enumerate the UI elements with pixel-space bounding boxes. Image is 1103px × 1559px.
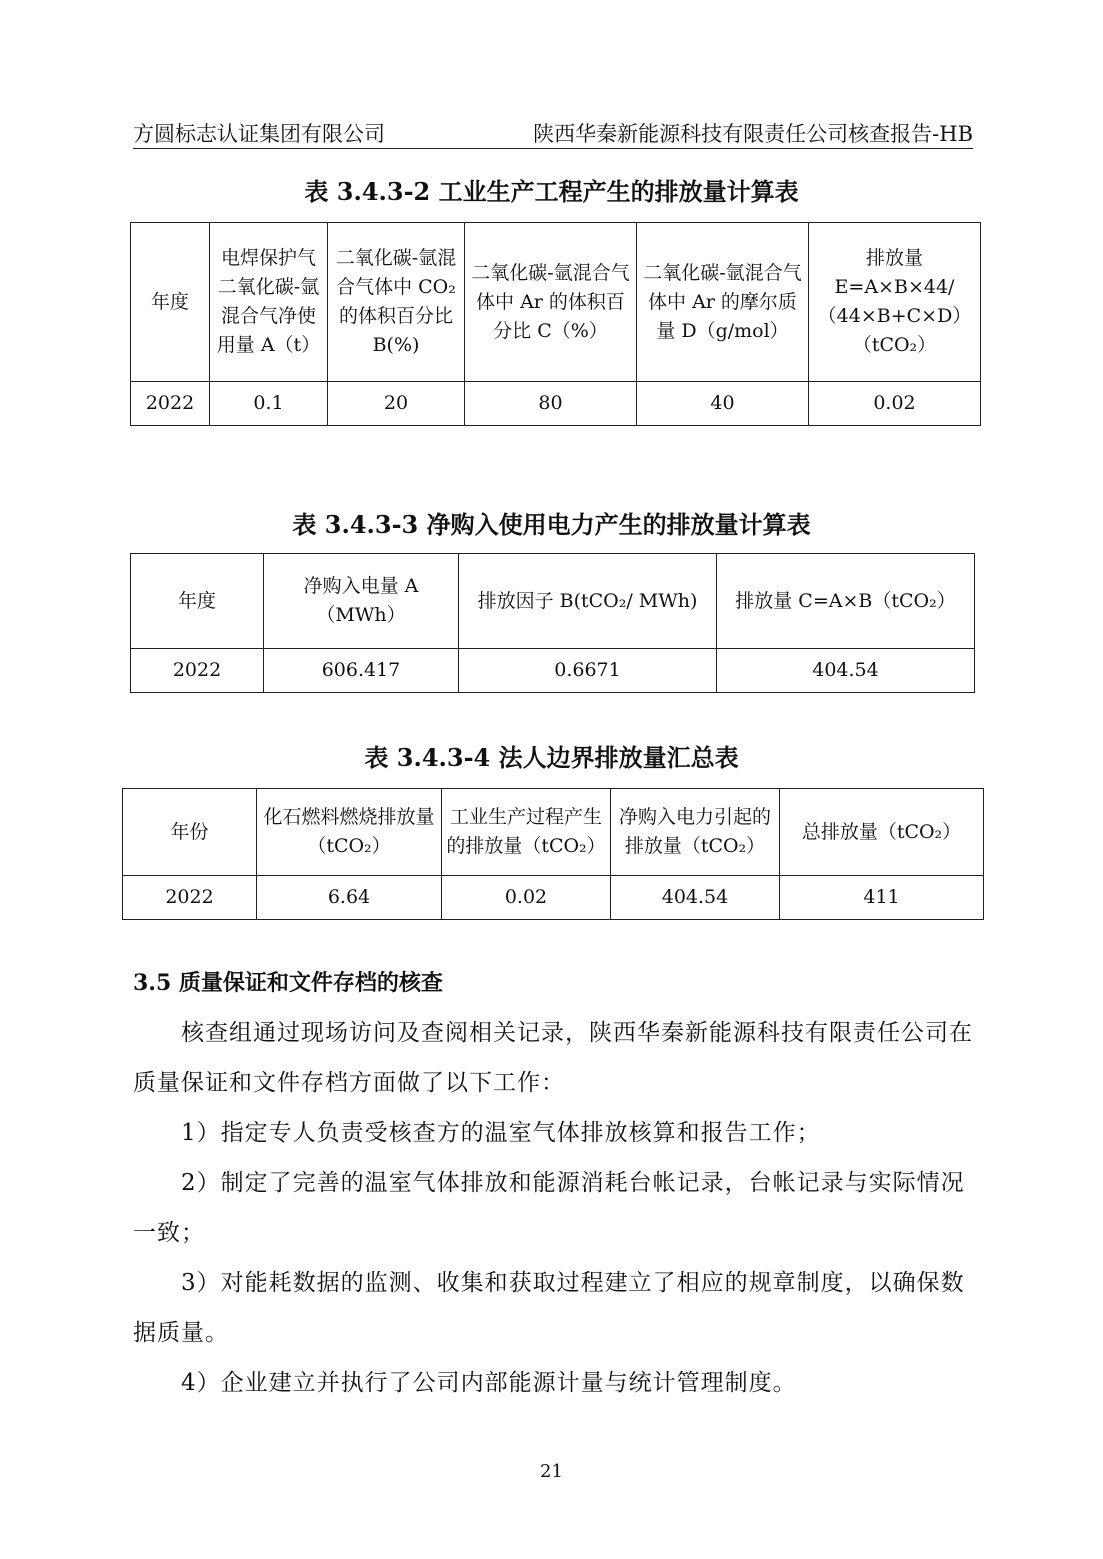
header-cell: 化石燃料燃烧排放量（tCO₂） <box>257 789 442 876</box>
cell: 411 <box>780 876 984 920</box>
cell-year: 2022 <box>131 382 210 426</box>
cell: 0.1 <box>210 382 328 426</box>
header-cell: 二氧化碳-氩混合气体中 CO₂的体积百分比 B(%) <box>328 223 465 382</box>
header-cell: 电焊保护气二氧化碳-氩混合气净使用量 A（t） <box>210 223 328 382</box>
table3-summary <box>122 788 984 920</box>
header-cell: 排放量 E=A×B×44/（44×B+C×D）（tCO₂） <box>809 223 981 382</box>
page-header <box>133 118 973 149</box>
header-cell: 年度 <box>131 554 264 649</box>
cell: 404.54 <box>717 649 975 693</box>
cell: 0.02 <box>442 876 611 920</box>
header-report-title: 陕西华秦新能源科技有限责任公司核查报告-HB <box>533 122 973 146</box>
header-cell: 净购入电量 A（MWh） <box>264 554 459 649</box>
cell: 40 <box>637 382 809 426</box>
cell: 6.64 <box>257 876 442 920</box>
header-cell: 净购入电力引起的排放量（tCO₂） <box>611 789 780 876</box>
section-heading: 3.5 质量保证和文件存档的核查 <box>133 970 443 996</box>
table2-electricity <box>130 553 975 693</box>
header-cell: 二氧化碳-氩混合气体中 Ar 的摩尔质量 D（g/mol） <box>637 223 809 382</box>
table-row <box>131 382 981 426</box>
table1-industrial-process <box>130 222 981 426</box>
header-cell: 总排放量（tCO₂） <box>780 789 984 876</box>
header-cell: 排放量 C=A×B（tCO₂） <box>717 554 975 649</box>
table-row <box>123 876 984 920</box>
list-item: 4）企业建立并执行了公司内部能源计量与统计管理制度。 <box>181 1370 797 1396</box>
cell-year: 2022 <box>131 649 264 693</box>
table1-caption: 表 3.4.3-2 工业生产工程产生的排放量计算表 <box>304 177 799 206</box>
header-cell: 工业生产过程产生的排放量（tCO₂） <box>442 789 611 876</box>
cell: 0.6671 <box>459 649 717 693</box>
cell: 404.54 <box>611 876 780 920</box>
list-item: 2）制定了完善的温室气体排放和能源消耗台帐记录，台帐记录与实际情况一致； <box>133 1170 965 1246</box>
cell: 606.417 <box>264 649 459 693</box>
header-company: 方圆标志认证集团有限公司 <box>133 122 385 146</box>
header-cell: 年份 <box>123 789 257 876</box>
header-cell: 二氧化碳-氩混合气体中 Ar 的体积百分比 C（%） <box>465 223 637 382</box>
header-cell: 年度 <box>131 223 210 382</box>
table-header-row <box>131 554 975 649</box>
cell: 80 <box>465 382 637 426</box>
table3-caption: 表 3.4.3-4 法人边界排放量汇总表 <box>364 743 739 772</box>
table-header-row <box>123 789 984 876</box>
page-number: 21 <box>540 1461 563 1482</box>
table-header-row <box>131 223 981 382</box>
list-item: 1）指定专人负责受核查方的温室气体排放核算和报告工作； <box>181 1120 821 1146</box>
cell: 20 <box>328 382 465 426</box>
cell-year: 2022 <box>123 876 257 920</box>
list-item: 3）对能耗数据的监测、收集和获取过程建立了相应的规章制度，以确保数据质量。 <box>133 1270 965 1346</box>
table2-caption: 表 3.4.3-3 净购入使用电力产生的排放量计算表 <box>292 510 811 539</box>
header-cell: 排放因子 B(tCO₂/ MWh) <box>459 554 717 649</box>
cell: 0.02 <box>809 382 981 426</box>
table-row <box>131 649 975 693</box>
section-intro-paragraph: 核查组通过现场访问及查阅相关记录，陕西华秦新能源科技有限责任公司在质量保证和文件存档方面做了以下工作： <box>133 1020 973 1096</box>
